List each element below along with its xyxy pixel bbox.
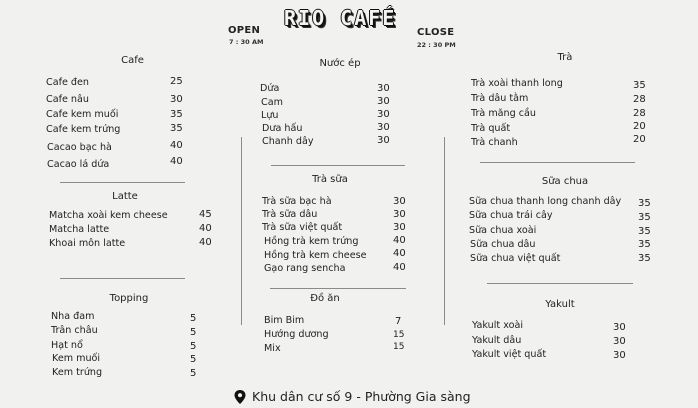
menu-item-price: 40 [170,140,183,151]
menu-item-name: Hướng dương [264,329,329,340]
menu-item-name: Trà quất [471,123,511,134]
menu-item-name: Nha đam [51,311,95,322]
menu-item-name: Yakult xoài [472,320,524,331]
menu-item-name: Sữa chua việt quất [470,253,561,264]
menu-item-name: Trân châu [51,325,98,336]
menu-item-name: Trà sữa việt quất [262,222,343,233]
menu-item-price: 28 [633,94,646,105]
open-label: OPEN [228,25,261,36]
menu-item-price: 30 [393,222,406,233]
menu-item-price: 28 [633,108,646,119]
section-title-latte: Latte [112,191,138,202]
section-divider [60,182,185,183]
menu-item-name: Bim Bim [264,315,305,326]
menu-item-price: 30 [613,322,626,333]
menu-item-price: 35 [638,212,651,223]
section-title-nuoc-ep: Nước ép [319,58,361,69]
menu-item-price: 35 [638,253,651,264]
menu-item-name: Sữa chua dâu [470,239,536,250]
menu-item-name: Dưa hấu [262,123,303,134]
menu-item-name: Kem muối [52,353,101,364]
menu-item-name: Hồng trà kem cheese [264,250,367,261]
menu-item-price: 15 [393,330,405,340]
menu-item-name: Trà xoài thanh long [471,78,563,89]
menu-item-name: Gạo rang sencha [264,263,346,274]
section-divider [480,162,635,163]
menu-item-price: 40 [199,223,212,234]
menu-item-name: Khoai môn latte [49,238,126,249]
open-time: 7 : 30 AM [229,38,264,46]
menu-item-name: Trà dâu tằm [471,93,529,104]
menu-item-price: 30 [377,83,390,94]
menu-item-price: 20 [633,121,646,132]
menu-item-name: Trà măng cầu [471,108,537,119]
menu-item-name: Sữa chua thanh long chanh dây [469,196,622,207]
menu-item-name: Sữa chua trái cây [469,210,553,221]
menu-item-price: 35 [170,109,183,120]
menu-item-price: 35 [638,198,651,209]
menu-item-price: 5 [190,341,197,352]
menu-item-price: 30 [170,94,183,105]
menu-item-name: Hạt nổ [51,340,83,351]
section-title-sua-chua: Sữa chua [541,176,589,187]
menu-item-price: 5 [190,354,197,365]
menu-item-price: 7 [395,316,402,327]
section-title-tra: Trà [557,52,573,63]
menu-item-price: 30 [393,209,406,220]
menu-item-name: Cafe đen [46,77,89,88]
location-pin-icon [234,389,246,403]
section-title-do-an: Đồ ăn [310,293,340,304]
menu-item-name: Yakult dâu [472,335,522,346]
menu-item-name: Cafe nâu [46,94,89,105]
menu-item-name: Cafe kem muối [46,109,119,120]
menu-item-name: Trà sữa dâu [262,209,318,220]
section-divider [271,165,405,166]
menu-item-price: 40 [199,237,212,248]
menu-item-price: 35 [633,80,646,91]
menu-item-price: 30 [377,96,390,107]
menu-item-name: Lựu [261,110,279,121]
menu-item-price: 5 [190,368,197,379]
section-title-topping: Topping [109,293,149,304]
section-divider [487,283,633,284]
column-divider-right [444,137,445,325]
menu-item-price: 5 [190,327,197,338]
menu-item-name: Matcha latte [49,224,110,235]
menu-item-name: Trà sữa bạc hà [262,196,332,207]
menu-item-name: Cafe kem trứng [46,124,121,135]
menu-item-price: 40 [170,156,183,167]
menu-item-price: 5 [190,313,197,324]
menu-item-price: 30 [393,196,406,207]
menu-item-price: 40 [393,262,406,273]
menu-item-name: Matcha xoài kem cheese [49,210,168,221]
section-divider [60,278,185,279]
close-time: 22 : 30 PM [417,41,456,49]
menu-item-price: 30 [613,350,626,361]
menu-item-name: Kem trứng [52,367,103,378]
close-label: CLOSE [417,27,455,38]
menu-item-name: Hồng trà kem trứng [264,236,359,247]
section-title-tra-sua: Trà sữa [312,174,348,185]
menu-item-price: 40 [393,235,406,246]
menu-item-name: Mix [264,343,281,354]
section-title-cafe: Cafe [121,55,144,66]
menu-item-price: 30 [613,336,626,347]
menu-item-price: 30 [377,109,390,120]
menu-item-name: Cacao bạc hà [47,142,112,153]
menu-item-name: Cacao lá dứa [47,159,110,170]
menu-item-name: Cam [261,97,283,108]
section-title-yakult: Yakult [545,299,575,310]
menu-item-price: 25 [170,76,183,87]
menu-item-price: 30 [377,135,390,146]
menu-item-price: 15 [393,342,405,352]
menu-item-price: 45 [199,209,212,220]
menu-item-name: Yakult việt quất [472,349,547,360]
menu-item-name: Sữa chua xoài [469,225,537,236]
menu-item-name: Chanh dây [262,136,314,147]
menu-item-price: 20 [633,134,646,145]
menu-item-price: 35 [170,123,183,134]
menu-item-price: 40 [393,248,406,259]
menu-item-name: Trà chanh [471,137,518,148]
menu-item-price: 30 [377,122,390,133]
cafe-title: RIO CAFÉ [284,6,397,30]
column-divider-left [241,137,242,325]
menu-item-price: 35 [638,226,651,237]
section-divider [270,288,406,289]
menu-item-price: 35 [638,239,651,250]
menu-item-name: Dứa [260,83,280,94]
address-text: Khu dân cư số 9 - Phường Gia sàng [252,389,471,404]
